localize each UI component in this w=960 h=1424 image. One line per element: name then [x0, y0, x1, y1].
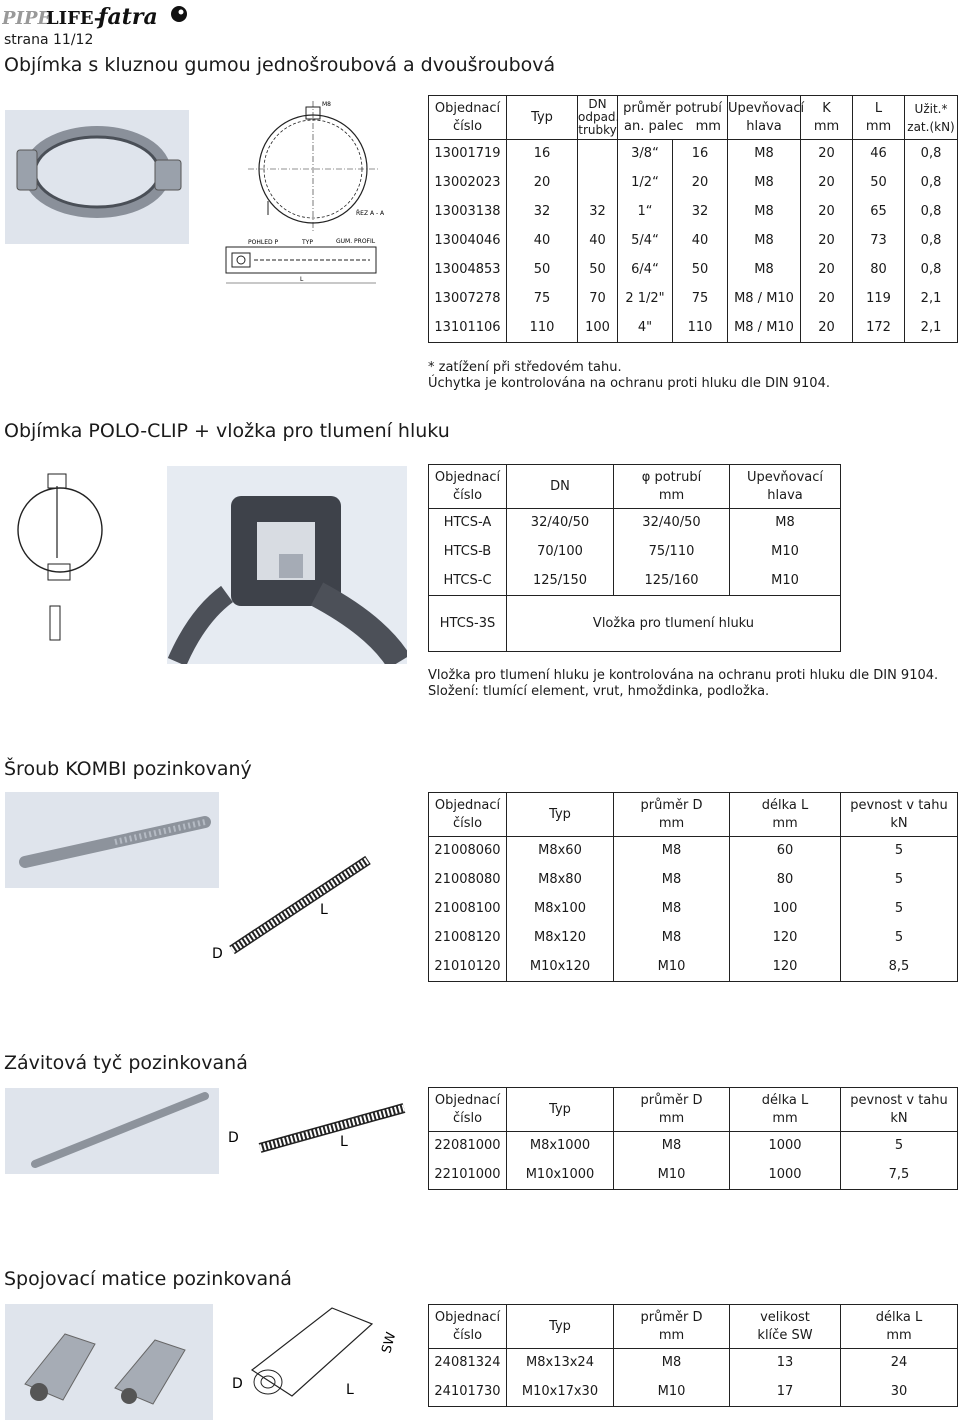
table-cell: 40 [578, 227, 618, 256]
label-d: D [212, 946, 223, 962]
table-cell: 5 [841, 1132, 958, 1161]
table-cell: 22081000 [434, 1138, 501, 1154]
table-cell: 13002023 [434, 175, 501, 190]
section-title-clamp: Objímka s kluznou gumou jednošroubová a dvoušroubová [4, 54, 556, 76]
table-cell: 50 [578, 256, 618, 285]
col-objednaci-cislo: Objednací číslo [434, 1092, 501, 1126]
table-cell: 1000 [730, 1132, 841, 1161]
table-cell: 13101106 [434, 319, 501, 335]
table-cell: M8 / M10 [728, 314, 801, 343]
table-cell: HTCS-B [443, 544, 492, 559]
table-cell: HTCS-A [443, 515, 492, 531]
table-row [429, 1378, 958, 1407]
clamp-note-load: * zatížení při středovém tahu. [428, 360, 622, 375]
table-cell: 80 [730, 866, 841, 895]
table-cell: M8x1000 [507, 1132, 614, 1161]
table-cell: 5/4“ [618, 227, 673, 256]
rod-drawing [224, 1098, 410, 1158]
col-prumer-d: průměr D mm [614, 793, 730, 837]
table-cell: 0,8 [905, 227, 958, 256]
col-pevnost-v-tahu: pevnost v tahu kN [841, 793, 958, 837]
col-phi-potrubi: φ potrubí mm [614, 465, 730, 509]
col-typ: Typ [507, 793, 614, 837]
polo-clip-drawing [8, 468, 118, 648]
page-number: strana 11/12 [4, 32, 94, 48]
table-cell: 20 [801, 140, 853, 169]
table-cell: 80 [853, 256, 905, 285]
table-cell: 16 [673, 140, 728, 169]
table-cell: 21008100 [434, 901, 501, 916]
table-cell: M8x120 [507, 924, 614, 953]
col-typ: Typ [507, 1088, 614, 1132]
table-row [429, 538, 841, 567]
table-row [429, 227, 958, 256]
col-dn-odpad: DN odpad. trubky [578, 96, 618, 140]
insert-code: HTCS-3S [439, 615, 496, 631]
table-row [429, 866, 958, 895]
table-row [429, 509, 841, 538]
table-cell: 70/100 [507, 538, 614, 567]
table-cell: M8 [614, 1132, 730, 1161]
col-velikost-klice: velikost klíče SW [730, 1305, 841, 1349]
table-cell: 3/8“ [618, 140, 673, 169]
table-row [429, 140, 958, 169]
clamp-note-din: Úchytka je kontrolována na ochranu proti hluku dle DIN 9104. [428, 376, 830, 391]
table-row [429, 198, 958, 227]
col-objednaci-cislo: Objednací číslo [434, 797, 501, 831]
rod-table [428, 1087, 958, 1190]
table-cell: M8x80 [507, 866, 614, 895]
clamp-technical-drawing [218, 97, 403, 287]
table-cell: 40 [673, 227, 728, 256]
table-cell: 73 [853, 227, 905, 256]
table-cell: M10 [614, 1161, 730, 1190]
table-cell [578, 140, 618, 169]
table-cell: 20 [801, 169, 853, 198]
insert-row [429, 596, 841, 652]
col-upevnovaci-hlava: Upevňovací hlava [730, 465, 841, 509]
clamp-photo [5, 110, 189, 244]
table-cell: M8x13x24 [507, 1349, 614, 1378]
table-cell: 20 [801, 198, 853, 227]
table-cell: M10x1000 [507, 1161, 614, 1190]
table-cell: 110 [507, 314, 578, 343]
table-cell: 2,1 [905, 314, 958, 343]
table-cell: M10x17x30 [507, 1378, 614, 1407]
table-cell: M10 [614, 953, 730, 982]
table-cell: 50 [853, 169, 905, 198]
rod-photo [5, 1088, 219, 1174]
table-cell: HTCS-C [443, 572, 492, 588]
table-row [429, 1161, 958, 1190]
screw-photo [5, 792, 219, 888]
col-prumer-d: průměr D mm [614, 1305, 730, 1349]
col-k: K mm [801, 96, 853, 140]
table-cell: 20 [673, 169, 728, 198]
table-cell: 5 [841, 895, 958, 924]
table-cell: 110 [673, 314, 728, 343]
label-pohled: POHLED P [248, 239, 279, 246]
table-cell: M8 [614, 924, 730, 953]
table-cell: M8 [728, 227, 801, 256]
table-cell: 13004853 [434, 262, 501, 277]
label-rez: ŘEZ A - A [356, 210, 385, 217]
table-cell: 6/4“ [618, 256, 673, 285]
table-cell: M8x100 [507, 895, 614, 924]
table-cell: 120 [730, 924, 841, 953]
col-pevnost-v-tahu: pevnost v tahu kN [841, 1088, 958, 1132]
table-row [429, 256, 958, 285]
table-cell: M8 [728, 198, 801, 227]
table-row [429, 837, 958, 866]
table-cell: 17 [730, 1378, 841, 1407]
table-cell: 32/40/50 [507, 509, 614, 538]
table-cell: 24081324 [434, 1355, 501, 1371]
insert-label: Vložka pro tlumení hluku [507, 596, 841, 652]
screw-drawing [196, 848, 382, 966]
table-cell: 4" [618, 314, 673, 343]
table-cell: 2 1/2" [618, 285, 673, 314]
table-cell: 32/40/50 [614, 509, 730, 538]
table-row [429, 895, 958, 924]
table-cell: 13001719 [434, 146, 501, 162]
table-cell: 0,8 [905, 140, 958, 169]
screw-table [428, 792, 958, 982]
table-cell: M8 [728, 169, 801, 198]
table-cell: 0,8 [905, 169, 958, 198]
table-cell: M10x120 [507, 953, 614, 982]
polo-clip-table [428, 464, 841, 652]
polo-clip-note-din: Vložka pro tlumení hluku je kontrolována na ochranu proti hluku dle DIN 9104. [428, 668, 939, 683]
col-objednaci-cislo: Objednací číslo [434, 100, 501, 134]
label-sw: SW [379, 1330, 400, 1356]
table-cell [578, 169, 618, 198]
table-cell: 75 [507, 285, 578, 314]
col-typ: Typ [507, 1305, 614, 1349]
table-cell: M10 [730, 567, 841, 596]
nut-table [428, 1304, 958, 1407]
table-cell: M8 [614, 866, 730, 895]
table-cell: 8,5 [841, 953, 958, 982]
table-cell: M8 [728, 140, 801, 169]
table-cell: 1000 [730, 1161, 841, 1190]
nut-photo [5, 1304, 213, 1420]
table-row [429, 567, 841, 596]
label-l: L [346, 1382, 354, 1398]
table-cell: 125/150 [507, 567, 614, 596]
table-cell: 0,8 [905, 198, 958, 227]
table-cell: M8 [614, 837, 730, 866]
table-cell: 70 [578, 285, 618, 314]
table-cell: 5 [841, 924, 958, 953]
table-cell: 60 [730, 837, 841, 866]
table-cell: M8 [730, 509, 841, 538]
table-cell: M8 [614, 895, 730, 924]
section-title-sroub-kombi: Šroub KOMBI pozinkovaný [4, 758, 252, 780]
table-cell: 20 [507, 169, 578, 198]
polo-clip-note-composition: Složení: tlumící element, vrut, hmoždinka, podložka. [428, 684, 770, 699]
table-cell: 120 [730, 953, 841, 982]
table-cell: 21008060 [434, 843, 501, 859]
table-cell: 75/110 [614, 538, 730, 567]
table-row [429, 285, 958, 314]
col-objednaci-cislo: Objednací číslo [434, 469, 501, 503]
table-cell: 20 [801, 285, 853, 314]
col-typ: Typ [507, 96, 578, 140]
table-cell: 100 [730, 895, 841, 924]
table-cell: 5 [841, 837, 958, 866]
section-title-zavitova-tyc: Závitová tyč pozinkovaná [4, 1052, 248, 1074]
table-cell: 20 [801, 227, 853, 256]
table-cell: 1/2“ [618, 169, 673, 198]
table-row [429, 953, 958, 982]
table-cell: M8 / M10 [728, 285, 801, 314]
label-l: L [340, 1134, 348, 1150]
table-row [429, 169, 958, 198]
table-cell: 75 [673, 285, 728, 314]
table-cell: 7,5 [841, 1161, 958, 1190]
col-delka-l: délka L mm [841, 1305, 958, 1349]
table-cell: 125/160 [614, 567, 730, 596]
table-cell: 22101000 [434, 1166, 501, 1182]
table-cell: 32 [507, 198, 578, 227]
table-row [429, 1132, 958, 1161]
table-cell: 13 [730, 1349, 841, 1378]
table-cell: 13004046 [434, 233, 501, 248]
polo-clip-photo [167, 466, 407, 664]
table-cell: 172 [853, 314, 905, 343]
col-upevnovaci-hlava: Upevňovací hlava [728, 96, 801, 140]
table-cell: 24101730 [434, 1383, 501, 1399]
table-cell: M8 [728, 256, 801, 285]
col-objednaci-cislo: Objednací číslo [434, 1309, 501, 1343]
col-uzit-zat: Užit.* zat.(kN) [905, 96, 958, 140]
svg-text:PIPE: PIPE [2, 8, 52, 29]
table-cell: 5 [841, 866, 958, 895]
table-cell: 50 [673, 256, 728, 285]
table-cell: M10 [730, 538, 841, 567]
table-cell: 119 [853, 285, 905, 314]
table-row [429, 924, 958, 953]
label-l: L [300, 276, 304, 283]
table-cell: 100 [578, 314, 618, 343]
label-typ: TYP [302, 239, 313, 246]
table-cell: 1“ [618, 198, 673, 227]
table-cell: 13007278 [434, 291, 501, 306]
table-cell: 20 [801, 256, 853, 285]
table-cell: 13003138 [434, 204, 501, 219]
table-cell: M8 [614, 1349, 730, 1378]
table-cell: 16 [507, 140, 578, 169]
label-l: L [320, 902, 328, 918]
table-cell: M10 [614, 1378, 730, 1407]
label-gum-profil: GUM. PROFIL [336, 238, 376, 245]
table-cell: 30 [841, 1378, 958, 1407]
table-cell: M8x60 [507, 837, 614, 866]
table-cell: 46 [853, 140, 905, 169]
table-cell: 0,8 [905, 256, 958, 285]
table-cell: 2,1 [905, 285, 958, 314]
label-d: D [228, 1130, 239, 1146]
table-row [429, 314, 958, 343]
table-cell: 50 [507, 256, 578, 285]
label-m8: M8 [322, 101, 331, 108]
table-cell: 24 [841, 1349, 958, 1378]
table-cell: 65 [853, 198, 905, 227]
table-cell: 21008120 [434, 930, 501, 945]
nut-drawing [222, 1300, 418, 1420]
col-dn: DN [507, 465, 614, 509]
table-cell: 21008080 [434, 872, 501, 887]
svg-text:fatra: fatra [98, 4, 158, 30]
col-prumer-potrubi: průměr potrubí an. palec mm [618, 96, 728, 140]
col-delka-l: délka L mm [730, 1088, 841, 1132]
col-delka-l: délka L mm [730, 793, 841, 837]
pipelife-fatra-logo [2, 2, 190, 30]
section-title-polo-clip: Objímka POLO-CLIP + vložka pro tlumení hluku [4, 420, 450, 442]
col-l: L mm [853, 96, 905, 140]
table-cell: 20 [801, 314, 853, 343]
table-cell: 21010120 [434, 958, 501, 974]
section-title-spojovaci-matice: Spojovací matice pozinkovaná [4, 1268, 292, 1290]
table-cell: 32 [578, 198, 618, 227]
table-cell: 40 [507, 227, 578, 256]
table-cell: 32 [673, 198, 728, 227]
svg-text:LIFE-: LIFE- [46, 8, 102, 29]
col-prumer-d: průměr D mm [614, 1088, 730, 1132]
label-d: D [232, 1376, 243, 1392]
table-row [429, 1349, 958, 1378]
clamp-table [428, 95, 958, 343]
